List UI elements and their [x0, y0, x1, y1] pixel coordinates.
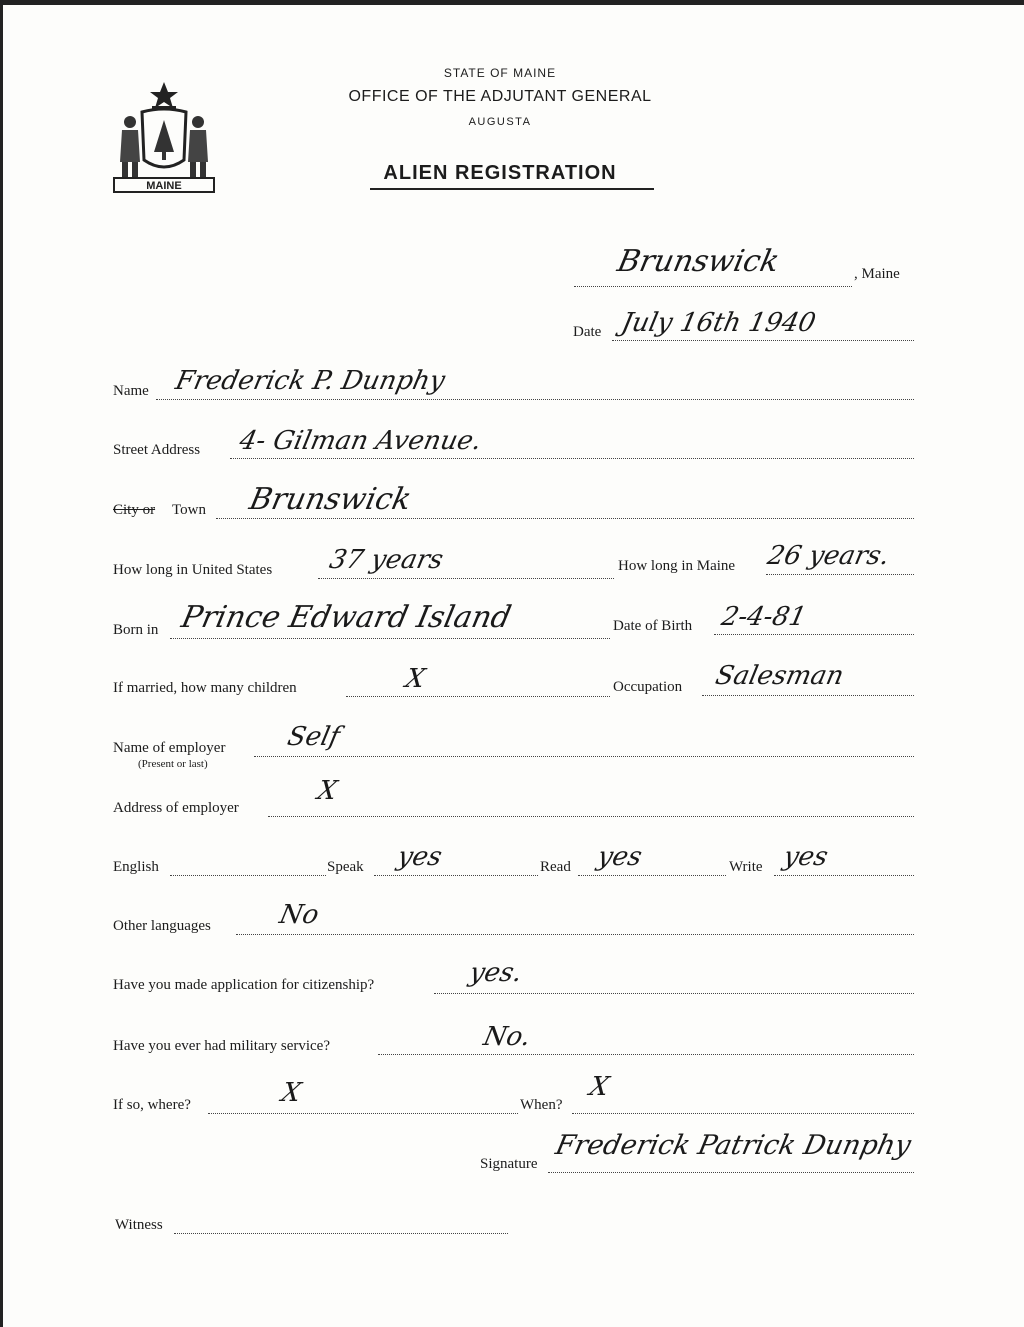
other-languages-value: No [276, 900, 322, 930]
town-line [216, 518, 914, 519]
where-value: X [278, 1078, 304, 1108]
place-line [574, 286, 852, 287]
employer-sublabel: (Present or last) [138, 758, 208, 770]
citizenship-value: yes. [466, 958, 525, 988]
dob-line [714, 634, 914, 635]
place-suffix: , Maine [854, 266, 900, 282]
other-languages-label: Other languages [113, 918, 211, 934]
witness-label: Witness [115, 1217, 163, 1233]
employer-label: Name of employer [113, 740, 226, 756]
date-line [612, 340, 914, 341]
born-value: Prince Edward Island [178, 600, 515, 635]
children-label: If married, how many children [113, 680, 297, 696]
read-label: Read [540, 859, 571, 875]
street-label: Street Address [113, 442, 201, 458]
name-value: Frederick P. Dunphy [172, 366, 448, 396]
scan-border-left [0, 0, 3, 1327]
employer-address-label: Address of employer [113, 800, 239, 816]
citizenship-line [434, 993, 914, 994]
date-label: Date [573, 324, 602, 340]
date-value: July 16th 1940 [618, 308, 819, 338]
title-underline [370, 188, 654, 190]
maine-duration-label: How long in Maine [618, 558, 736, 574]
town-label: Town [172, 502, 206, 518]
header-city: AUGUSTA [468, 116, 532, 128]
signature-value: Frederick Patrick Dunphy [552, 1130, 914, 1161]
read-value: yes [594, 842, 645, 872]
born-label: Born in [113, 622, 159, 638]
us-duration-value: 37 years [326, 545, 446, 575]
occupation-value: Salesman [712, 661, 847, 691]
maine-duration-value: 26 years. [764, 541, 893, 571]
town-value: Brunswick [246, 482, 415, 517]
military-label: Have you ever had military service? [113, 1038, 330, 1054]
when-value: X [586, 1072, 612, 1102]
street-line [230, 458, 914, 459]
employer-line [254, 756, 914, 757]
military-line [378, 1054, 914, 1055]
city-struck-label: City or [113, 502, 156, 518]
military-value: No. [480, 1022, 534, 1052]
where-line [208, 1113, 518, 1114]
employer-address-line [268, 816, 914, 817]
write-label: Write [729, 859, 763, 875]
signature-line [548, 1172, 914, 1173]
where-label: If so, where? [113, 1097, 191, 1113]
english-label: English [113, 859, 159, 875]
occupation-label: Occupation [613, 679, 683, 695]
speak-value: yes [394, 842, 445, 872]
children-value: X [402, 664, 428, 694]
employer-address-value: X [314, 776, 340, 806]
citizenship-label: Have you made application for citizenship? [113, 977, 375, 993]
employer-value: Self [284, 722, 343, 752]
write-value: yes [780, 842, 831, 872]
read-line [578, 875, 726, 876]
other-languages-line [236, 934, 914, 935]
us-duration-line [318, 578, 614, 579]
speak-label: Speak [327, 859, 364, 875]
maine-duration-line [766, 574, 914, 575]
us-duration-label: How long in United States [113, 562, 273, 578]
when-label: When? [520, 1097, 563, 1113]
street-value: 4- Gilman Avenue. [236, 426, 485, 456]
dob-label: Date of Birth [613, 618, 693, 634]
english-line [170, 875, 326, 876]
place-value: Brunswick [614, 244, 783, 279]
write-line [774, 875, 914, 876]
speak-line [374, 875, 538, 876]
header-office: OFFICE OF THE ADJUTANT GENERAL [348, 88, 652, 105]
name-line [156, 399, 914, 400]
scan-border-top [0, 0, 1024, 5]
occupation-line [702, 695, 914, 696]
witness-line [174, 1233, 508, 1234]
when-line [572, 1113, 914, 1114]
name-label: Name [113, 383, 149, 399]
children-line [346, 696, 610, 697]
dob-value: 2-4-81 [718, 602, 809, 632]
seal-text: MAINE [146, 180, 182, 192]
born-line [170, 638, 610, 639]
header-state: STATE OF MAINE [443, 66, 557, 80]
signature-label: Signature [480, 1156, 538, 1172]
form-title: ALIEN REGISTRATION [383, 162, 617, 184]
